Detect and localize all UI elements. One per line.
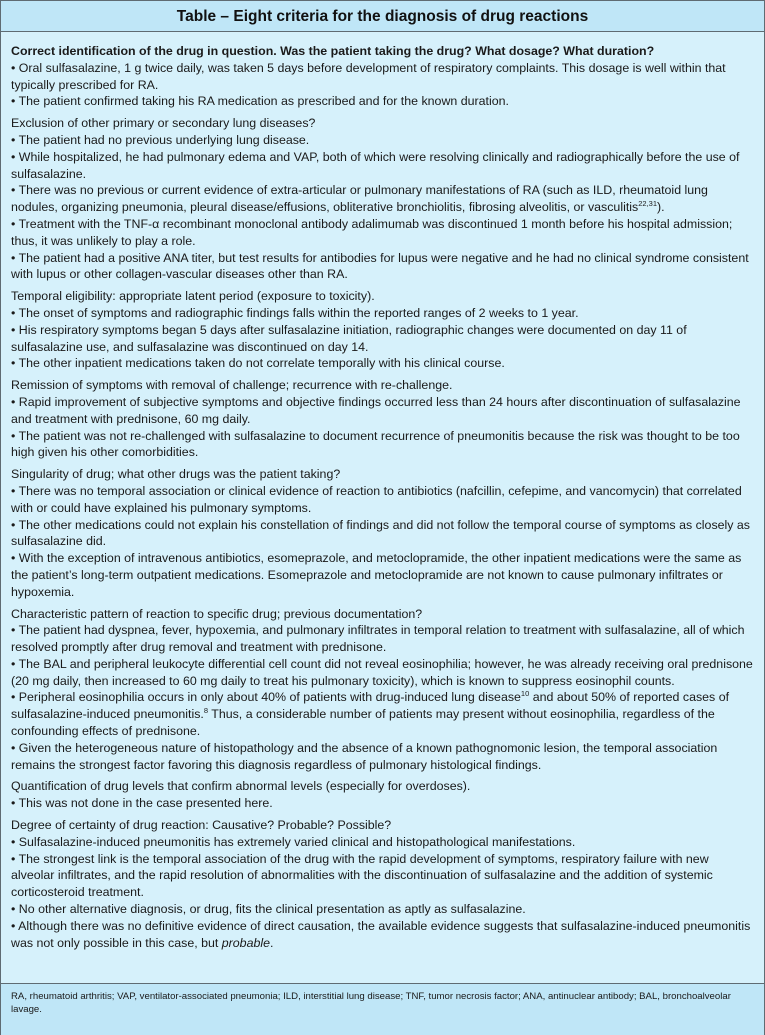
bullet-text: Given the heterogeneous nature of histopathology and the absence of a known pathognomonic lesion, the temporal association remains the strongest factor favoring this diagnosis regardless of pulmonary histological findings. xyxy=(11,740,718,772)
criterion-bullet xyxy=(11,60,754,94)
criterion-bullet xyxy=(11,517,754,551)
bullet-text: The other inpatient medications taken do not correlate temporally with his clinical course. xyxy=(18,356,505,371)
bullet-text: The patient had a positive ANA titer, but test results for antibodies for lupus were negative and he had no clinical syndrome consistent with lupus or other collagen-vascular diseases other than RA. xyxy=(11,250,749,282)
bullet-text: Peripheral eosinophilia occurs in only about 40% of patients with drug-induced lung disease xyxy=(18,690,521,705)
bullet-dot-icon: • xyxy=(11,149,19,164)
criterion-bullet xyxy=(11,656,754,690)
criterion-section xyxy=(11,817,754,951)
bullet-dot-icon: • xyxy=(11,902,19,917)
bullet-dot-icon: • xyxy=(11,551,19,566)
bullet-text: There was no previous or current evidence of extra-articular or pulmonary manifestations of RA (such as ILD, rheumatoid lung nodules, organizing pneumonia, pleural disease/effusions, obliterative bronchiolitis, fibrosing alveolitis, or vasculitis xyxy=(11,183,708,215)
table-title: Table – Eight criteria for the diagnosis of drug reactions xyxy=(1,1,764,32)
bullet-dot-icon: • xyxy=(11,483,19,498)
criterion-bullet xyxy=(11,322,754,356)
criterion-bullet xyxy=(11,216,754,250)
bullet-dot-icon: • xyxy=(11,305,19,320)
criterion-bullet xyxy=(11,918,754,952)
bullet-dot-icon: • xyxy=(11,851,19,866)
criterion-bullet xyxy=(11,550,754,600)
bullet-dot-icon: • xyxy=(11,623,19,638)
bullet-text: This was not done in the case presented here. xyxy=(18,796,273,811)
bullet-text: His respiratory symptoms began 5 days after sulfasalazine initiation, radiographic changes were documented on day 11 of sulfasalazine use, and sulfasalazine was discontinued on day 14. xyxy=(11,322,687,354)
bullet-text: Treatment with the TNF-α recombinant monoclonal antibody adalimumab was discontinued 1 month before his hospital admission; thus, it was unlikely to play a role. xyxy=(11,216,733,248)
criterion-section xyxy=(11,43,754,110)
criterion-section xyxy=(11,778,754,812)
bullet-dot-icon: • xyxy=(11,60,19,75)
citation-superscript: 8 xyxy=(203,706,209,716)
bullet-text: The onset of symptoms and radiographic findings falls within the reported ranges of 2 weeks to 1 year. xyxy=(18,305,579,320)
bullet-dot-icon: • xyxy=(11,183,19,198)
criterion-bullet xyxy=(11,689,754,739)
criteria-sections xyxy=(1,32,764,951)
criterion-bullet xyxy=(11,305,754,322)
bullet-text: Rapid improvement of subjective symptoms and objective findings occurred less than 24 hours after discontinuation of sulfasalazine and treatment with prednisone, 60 mg daily. xyxy=(11,394,741,426)
bullet-dot-icon: • xyxy=(11,428,19,443)
bullet-dot-icon: • xyxy=(11,517,19,532)
bullet-dot-icon: • xyxy=(11,740,19,755)
criterion-bullet xyxy=(11,394,754,428)
bullet-text: While hospitalized, he had pulmonary edema and VAP, both of which were resolving clinically and radiographically before the use of sulfasalazine. xyxy=(11,149,740,181)
bullet-dot-icon: • xyxy=(11,918,19,933)
criterion-bullet xyxy=(11,834,754,851)
bullet-text: No other alternative diagnosis, or drug, fits the clinical presentation as aptly as sulfasalazine. xyxy=(18,902,526,917)
bullet-dot-icon: • xyxy=(11,796,19,811)
criterion-heading: Characteristic pattern of reaction to specific drug; previous documentation? xyxy=(11,606,423,621)
criterion-bullet xyxy=(11,428,754,462)
bullet-dot-icon: • xyxy=(11,216,19,231)
bullet-text: Although there was no definitive evidence of direct causation, the available evidence suggests that sulfasalazine-induced pneumonitis was not only possible in this case, but xyxy=(11,918,751,950)
criterion-bullet xyxy=(11,132,754,149)
bullet-text: There was no temporal association or clinical evidence of reaction to antibiotics (nafcillin, cefepime, and vancomycin) that correlated with or could have explained his pulmonary symptoms. xyxy=(11,483,742,515)
criterion-heading: Temporal eligibility: appropriate latent period (exposure to toxicity). xyxy=(11,289,375,304)
criterion-bullet xyxy=(11,250,754,284)
bullet-text: Oral sulfasalazine, 1 g twice daily, was taken 5 days before development of respiratory complaints. This dosage is well within that typically prescribed for RA. xyxy=(11,60,726,92)
bullet-dot-icon: • xyxy=(11,322,19,337)
criterion-bullet xyxy=(11,149,754,183)
bullet-dot-icon: • xyxy=(11,690,19,705)
criterion-heading: Degree of certainty of drug reaction: Causative? Probable? Possible? xyxy=(11,818,392,833)
criterion-bullet xyxy=(11,182,754,216)
bullet-text: The BAL and peripheral leukocyte differential cell count did not reveal eosinophilia; however, he was already receiving oral prednisone (20 mg daily, then increased to 60 mg daily to treat his pulmonary toxicity), which is known to suppress eosinophil counts. xyxy=(11,656,753,688)
citation-superscript: 10 xyxy=(520,689,530,699)
abbreviations-footnote: RA, rheumatoid arthritis; VAP, ventilator-associated pneumonia; ILD, interstitial lung disease; TNF, tumor necrosis factor; ANA, antinuclear antibody; BAL, bronchoalveolar lavage. xyxy=(11,991,731,1015)
criterion-bullet xyxy=(11,795,754,812)
bullet-text: The patient was not re-challenged with sulfasalazine to document recurrence of pneumonitis because the risk was thought to be too high given his other comorbidities. xyxy=(11,428,740,460)
bullet-text: The other medications could not explain his constellation of findings and did not follow the temporal course of symptoms as closely as sulfasalazine did. xyxy=(11,517,751,549)
criterion-bullet xyxy=(11,851,754,901)
bullet-text: Sulfasalazine-induced pneumonitis has extremely varied clinical and histopathological manifestations. xyxy=(18,834,576,849)
bullet-text: The patient had no previous underlying lung disease. xyxy=(18,132,310,147)
bullet-text-tail: Thus, a considerable number of patients may present without eosinophilia, regardless of the confounding effects of prednisone. xyxy=(11,707,715,739)
bullet-text-tail: ). xyxy=(657,200,665,215)
criterion-section xyxy=(11,115,754,283)
bullet-dot-icon: • xyxy=(11,94,19,109)
criterion-bullet xyxy=(11,740,754,774)
criterion-bullet xyxy=(11,483,754,517)
bullet-dot-icon: • xyxy=(11,132,19,147)
table-body xyxy=(1,32,764,983)
criterion-bullet xyxy=(11,355,754,372)
citation-superscript: 22,31 xyxy=(638,199,658,209)
bullet-dot-icon: • xyxy=(11,394,19,409)
criterion-section xyxy=(11,377,754,461)
bullet-text-tail: . xyxy=(270,935,274,950)
criterion-section xyxy=(11,606,754,774)
criterion-bullet xyxy=(11,93,754,110)
bullet-dot-icon: • xyxy=(11,356,19,371)
criterion-section xyxy=(11,288,754,372)
criterion-bullet xyxy=(11,901,754,918)
table-footer xyxy=(1,983,764,1035)
bullet-text: The patient had dyspnea, fever, hypoxemia, and pulmonary infiltrates in temporal relation to treatment with sulfasalazine, all of which resolved promptly after drug removal and treatment with prednisone. xyxy=(11,623,745,655)
emphasis-word: probable xyxy=(221,935,270,950)
criterion-heading: Singularity of drug; what other drugs was the patient taking? xyxy=(11,467,341,482)
bullet-text: The patient confirmed taking his RA medication as prescribed and for the known duration. xyxy=(18,94,509,109)
criterion-heading: Exclusion of other primary or secondary lung diseases? xyxy=(11,116,316,131)
criterion-section xyxy=(11,466,754,600)
bullet-dot-icon: • xyxy=(11,656,19,671)
bullet-text-middle: and about 50% of reported cases of sulfasalazine-induced pneumonitis. xyxy=(11,690,730,722)
bullet-dot-icon: • xyxy=(11,834,19,849)
criterion-heading: Remission of symptoms with removal of challenge; recurrence with re-challenge. xyxy=(11,378,453,393)
criterion-bullet xyxy=(11,622,754,656)
criterion-heading: Correct identification of the drug in question. Was the patient taking the drug? What dosage? What duration? xyxy=(11,44,655,58)
bullet-text: The strongest link is the temporal association of the drug with the rapid development of symptoms, respiratory failure with new alveolar infiltrates, and the rapid resolution of abnormalities with the discontinuation of sulfasalazine and the addition of systemic corticosteroid treatment. xyxy=(11,851,713,900)
bullet-dot-icon: • xyxy=(11,250,19,265)
criterion-heading: Quantification of drug levels that confirm abnormal levels (especially for overdoses). xyxy=(11,779,471,794)
bullet-text: With the exception of intravenous antibiotics, esomeprazole, and metoclopramide, the other inpatient medications were the same as the patient’s long-term outpatient medications. Esomeprazole and metoclopramide are not known to cause pulmonary infiltrates or hypoxemia. xyxy=(11,551,742,599)
